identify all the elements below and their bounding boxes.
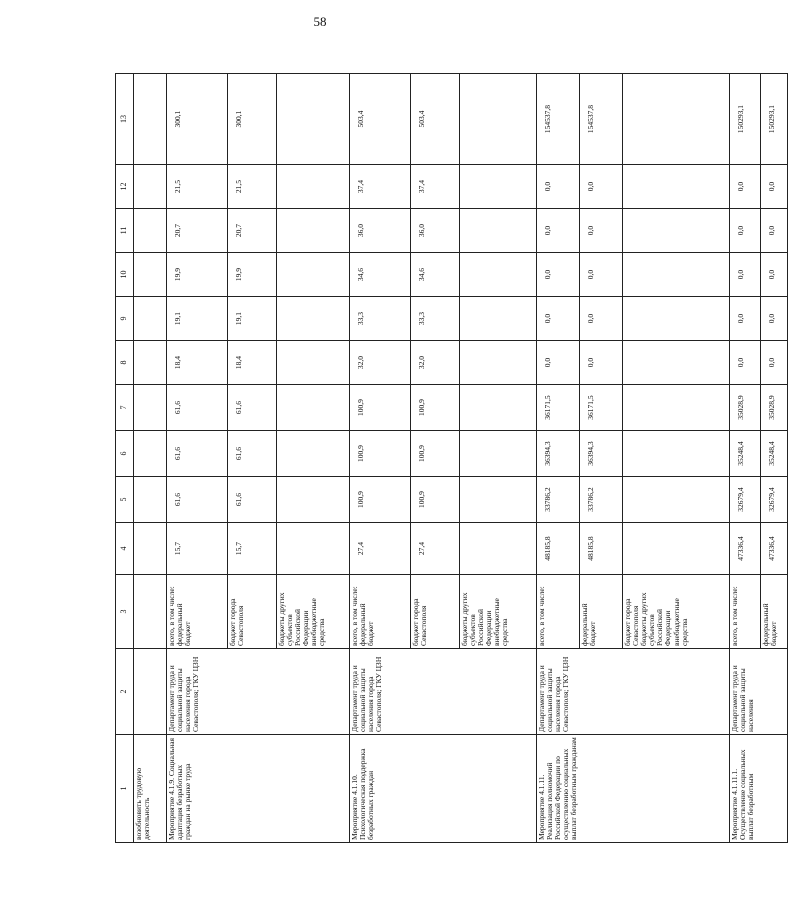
amount-cell: 0,0 (580, 165, 623, 209)
amount-cell: 100,9 (411, 477, 460, 523)
amount-cell: 48185,8 (580, 523, 623, 575)
measure-executor: Департамент труда и социальной защиты населения города Севастополя; ГКУ ЦЗН (537, 649, 730, 735)
page-number: 58 (313, 14, 327, 29)
empty-cell (134, 341, 167, 385)
amount-cell: 36394,3 (537, 431, 580, 477)
amount-cell: 27,4 (411, 523, 460, 575)
amount-cell: 61,6 (167, 431, 228, 477)
amount-cell: 36,0 (411, 209, 460, 253)
funding-source: федеральный бюджет (580, 575, 623, 649)
table-row (350, 74, 411, 843)
amount-cell (623, 74, 730, 165)
amount-cell: 35028,9 (730, 385, 761, 431)
amount-cell: 19,1 (167, 297, 228, 341)
measure-name: Мероприятие 4.1.11.1. Осуществление социальных выплат безработным (730, 735, 788, 843)
column-header-1: 1 (116, 735, 134, 843)
amount-cell (623, 297, 730, 341)
amount-cell: 21,5 (167, 165, 228, 209)
amount-cell: 19,1 (228, 297, 277, 341)
amount-cell: 47336,4 (761, 523, 788, 575)
amount-cell: 61,6 (228, 385, 277, 431)
amount-cell (623, 477, 730, 523)
amount-cell: 300,1 (167, 74, 228, 165)
amount-cell: 20,7 (167, 209, 228, 253)
empty-cell (134, 297, 167, 341)
amount-cell: 35248,4 (761, 431, 788, 477)
amount-cell (460, 523, 537, 575)
measure-name: Мероприятие 4.1.11. Реализация полномочий Российской Федерации по осуществлению социальных выплат безработным гражданам (537, 735, 730, 843)
header-row (116, 74, 134, 843)
amount-cell: 21,5 (228, 165, 277, 209)
measure-name: Мероприятие 4.1.10. Психологическая поддержка безработных граждан (350, 735, 537, 843)
amount-cell (277, 165, 350, 209)
amount-cell: 61,6 (228, 431, 277, 477)
amount-cell (623, 523, 730, 575)
amount-cell (277, 523, 350, 575)
amount-cell: 36171,5 (537, 385, 580, 431)
amount-cell (277, 297, 350, 341)
amount-cell: 33786,2 (537, 477, 580, 523)
amount-cell: 48185,8 (537, 523, 580, 575)
amount-cell: 0,0 (580, 297, 623, 341)
amount-cell: 35028,9 (761, 385, 788, 431)
continuation-row (134, 74, 167, 843)
amount-cell: 100,9 (350, 431, 411, 477)
amount-cell: 503,4 (350, 74, 411, 165)
amount-cell: 0,0 (761, 253, 788, 297)
column-header-10: 10 (116, 253, 134, 297)
amount-cell: 33786,2 (580, 477, 623, 523)
amount-cell (623, 253, 730, 297)
amount-cell (277, 209, 350, 253)
column-header-7: 7 (116, 385, 134, 431)
amount-cell: 0,0 (730, 253, 761, 297)
amount-cell (623, 165, 730, 209)
amount-cell: 61,6 (167, 477, 228, 523)
amount-cell: 100,9 (411, 385, 460, 431)
amount-cell: 100,9 (350, 477, 411, 523)
column-header-3: 3 (116, 575, 134, 649)
empty-cell (134, 477, 167, 523)
measure-executor: Департамент труда и социальной защиты населения (730, 649, 788, 735)
amount-cell (460, 165, 537, 209)
amount-cell: 34,6 (411, 253, 460, 297)
empty-cell (134, 431, 167, 477)
amount-cell: 37,4 (411, 165, 460, 209)
column-header-12: 12 (116, 165, 134, 209)
amount-cell: 0,0 (580, 341, 623, 385)
amount-cell: 15,7 (228, 523, 277, 575)
amount-cell: 36171,5 (580, 385, 623, 431)
empty-cell (134, 575, 167, 649)
amount-cell: 0,0 (730, 341, 761, 385)
amount-cell: 36,0 (350, 209, 411, 253)
table-row (730, 74, 761, 843)
measure-executor: Департамент труда и социальной защиты населения города Севастополя; ГКУ ЦЗН (350, 649, 537, 735)
amount-cell: 47336,4 (730, 523, 761, 575)
amount-cell (623, 385, 730, 431)
program-financing-table (115, 73, 788, 843)
empty-cell (134, 74, 167, 165)
amount-cell: 15,7 (167, 523, 228, 575)
funding-source: бюджет города Севастополя бюджеты других субъектов Российской Федерации внебюджетные средства (623, 575, 730, 649)
amount-cell: 0,0 (580, 253, 623, 297)
amount-cell: 300,1 (228, 74, 277, 165)
amount-cell: 0,0 (537, 253, 580, 297)
amount-cell (277, 385, 350, 431)
amount-cell (623, 209, 730, 253)
amount-cell: 33,3 (411, 297, 460, 341)
empty-cell (134, 253, 167, 297)
amount-cell: 33,3 (350, 297, 411, 341)
amount-cell: 0,0 (537, 209, 580, 253)
amount-cell: 0,0 (537, 297, 580, 341)
rotated-table-frame (115, 74, 779, 843)
amount-cell: 18,4 (167, 341, 228, 385)
amount-cell (277, 253, 350, 297)
measure-name: Мероприятие 4.1.9. Социальная адаптация безработных граждан на рынке труда (167, 735, 350, 843)
funding-source: бюджеты других субъектов Российской Федерации внебюджетные средства (460, 575, 537, 649)
amount-cell (460, 385, 537, 431)
amount-cell: 0,0 (761, 165, 788, 209)
amount-cell (277, 74, 350, 165)
funding-source: всего, в том числе: федеральный бюджет (350, 575, 411, 649)
table-wrapper (115, 74, 779, 843)
amount-cell: 32679,4 (730, 477, 761, 523)
amount-cell: 0,0 (730, 297, 761, 341)
amount-cell: 61,6 (167, 385, 228, 431)
empty-cell (134, 165, 167, 209)
amount-cell: 37,4 (350, 165, 411, 209)
amount-cell: 0,0 (537, 341, 580, 385)
amount-cell (460, 477, 537, 523)
amount-cell: 34,6 (350, 253, 411, 297)
continuation-cell: возобновить трудовую деятельность (134, 735, 167, 843)
amount-cell: 0,0 (761, 341, 788, 385)
column-header-2: 2 (116, 649, 134, 735)
empty-cell (134, 523, 167, 575)
column-header-11: 11 (116, 209, 134, 253)
funding-source: федеральный бюджет (761, 575, 788, 649)
amount-cell: 100,9 (411, 431, 460, 477)
amount-cell: 0,0 (730, 165, 761, 209)
amount-cell (623, 431, 730, 477)
amount-cell (277, 477, 350, 523)
amount-cell: 61,6 (228, 477, 277, 523)
amount-cell (277, 431, 350, 477)
amount-cell: 32,0 (350, 341, 411, 385)
amount-cell: 0,0 (537, 165, 580, 209)
funding-source: бюджеты других субъектов Российской Федерации внебюджетные средства (277, 575, 350, 649)
table-row (537, 74, 580, 843)
amount-cell: 18,4 (228, 341, 277, 385)
measure-executor: Департамент труда и социальной защиты населения города Севастополя; ГКУ ЦЗН (167, 649, 350, 735)
amount-cell (460, 431, 537, 477)
column-header-5: 5 (116, 477, 134, 523)
amount-cell: 27,4 (350, 523, 411, 575)
amount-cell: 0,0 (730, 209, 761, 253)
table-row (167, 74, 228, 843)
amount-cell: 32,0 (411, 341, 460, 385)
column-header-6: 6 (116, 431, 134, 477)
amount-cell: 0,0 (761, 209, 788, 253)
amount-cell: 36394,3 (580, 431, 623, 477)
amount-cell: 20,7 (228, 209, 277, 253)
empty-cell (134, 385, 167, 431)
empty-cell (134, 649, 167, 735)
amount-cell: 150293,1 (730, 74, 761, 165)
amount-cell (460, 209, 537, 253)
funding-source: бюджет города Севастополя (411, 575, 460, 649)
amount-cell (460, 253, 537, 297)
amount-cell (460, 74, 537, 165)
amount-cell (460, 341, 537, 385)
amount-cell: 35248,4 (730, 431, 761, 477)
amount-cell: 0,0 (580, 209, 623, 253)
amount-cell: 19,9 (228, 253, 277, 297)
amount-cell: 150293,1 (761, 74, 788, 165)
funding-source: всего, в том числе: (537, 575, 580, 649)
amount-cell (460, 297, 537, 341)
column-header-8: 8 (116, 341, 134, 385)
amount-cell: 19,9 (167, 253, 228, 297)
column-header-9: 9 (116, 297, 134, 341)
column-header-13: 13 (116, 74, 134, 165)
funding-source: бюджет города Севастополя (228, 575, 277, 649)
amount-cell (623, 341, 730, 385)
amount-cell (277, 341, 350, 385)
amount-cell: 503,4 (411, 74, 460, 165)
funding-source: всего, в том числе: (730, 575, 761, 649)
column-header-4: 4 (116, 523, 134, 575)
amount-cell: 32679,4 (761, 477, 788, 523)
amount-cell: 0,0 (761, 297, 788, 341)
amount-cell: 154537,8 (580, 74, 623, 165)
amount-cell: 154537,8 (537, 74, 580, 165)
empty-cell (134, 209, 167, 253)
amount-cell: 100,9 (350, 385, 411, 431)
funding-source: всего, в том числе: федеральный бюджет (167, 575, 228, 649)
